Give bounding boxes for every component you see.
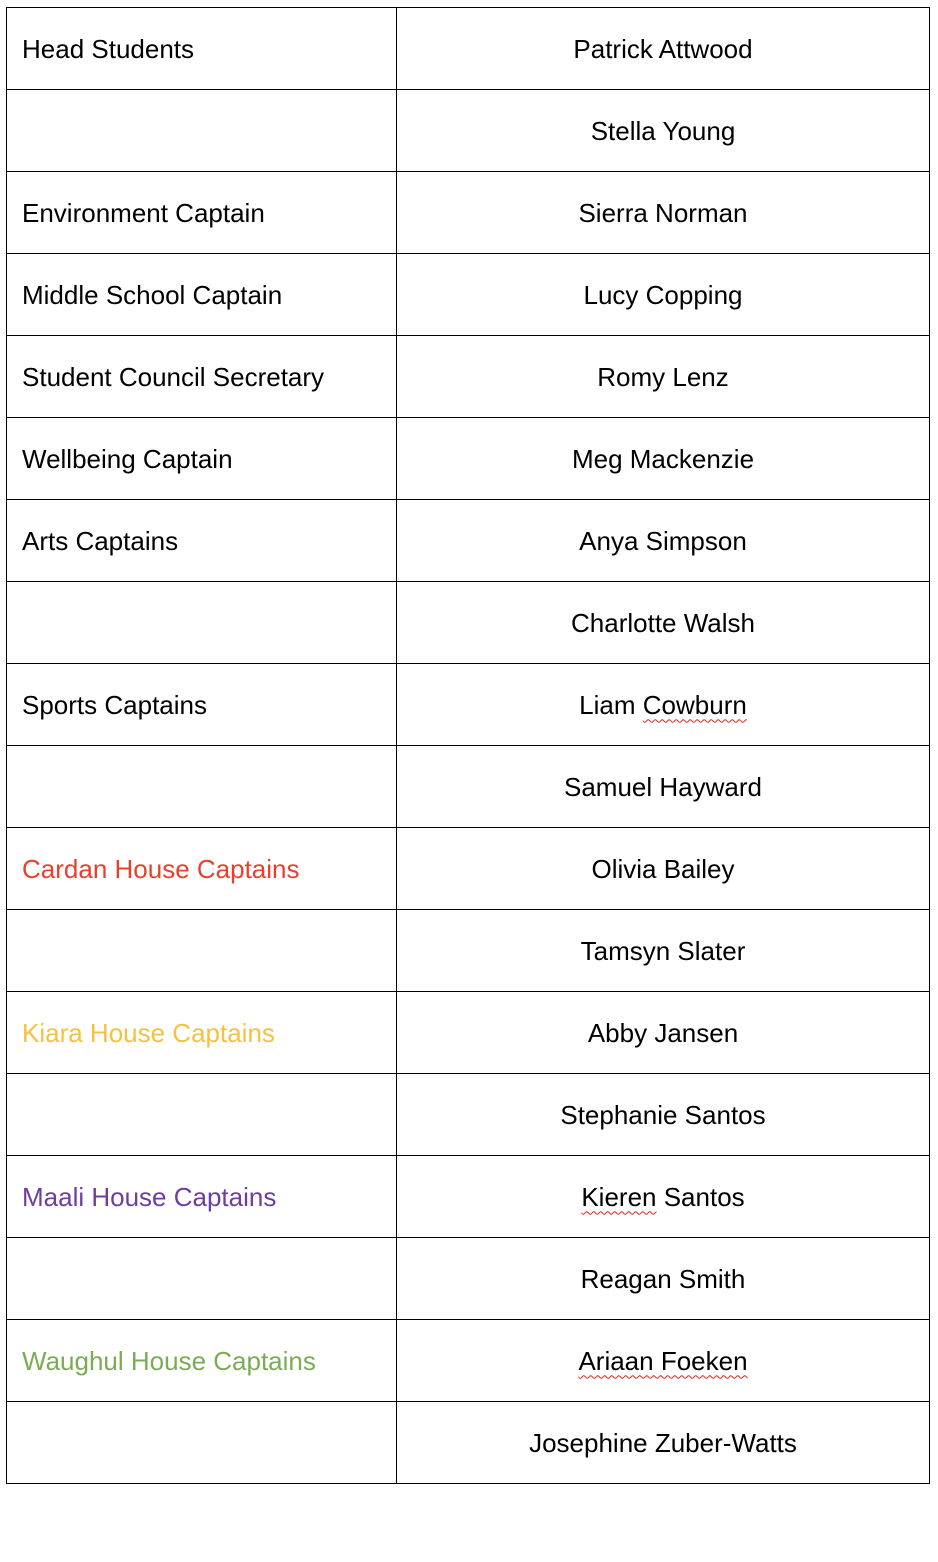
role-cell-environment-captain: Environment Captain xyxy=(7,172,397,254)
spellcheck-flagged-word[interactable]: Kieren xyxy=(581,1181,657,1212)
table-row xyxy=(7,336,930,418)
table-row xyxy=(7,746,930,828)
name-cell: Anya Simpson xyxy=(397,500,930,582)
table-row xyxy=(7,582,930,664)
name-cell: Patrick Attwood xyxy=(397,8,930,90)
role-cell-empty xyxy=(7,746,397,828)
role-cell-empty xyxy=(7,90,397,172)
role-cell-cardan-house-captains: Cardan House Captains xyxy=(7,828,397,910)
role-cell-arts-captains: Arts Captains xyxy=(7,500,397,582)
student-leaders-table xyxy=(6,7,930,1484)
role-cell-student-council-secretary: Student Council Secretary xyxy=(7,336,397,418)
spellcheck-flagged-name[interactable]: Ariaan Foeken xyxy=(578,1345,748,1376)
role-cell-middle-school-captain: Middle School Captain xyxy=(7,254,397,336)
name-cell: Lucy Copping xyxy=(397,254,930,336)
name-cell: Samuel Hayward xyxy=(397,746,930,828)
name-cell: Romy Lenz xyxy=(397,336,930,418)
table-row xyxy=(7,1156,930,1238)
role-cell-empty xyxy=(7,1074,397,1156)
table-row xyxy=(7,664,930,746)
role-cell-kiara-house-captains: Kiara House Captains xyxy=(7,992,397,1074)
name-cell: Josephine Zuber-Watts xyxy=(397,1402,930,1484)
role-cell-empty xyxy=(7,910,397,992)
role-cell-maali-house-captains: Maali House Captains xyxy=(7,1156,397,1238)
role-cell-wellbeing-captain: Wellbeing Captain xyxy=(7,418,397,500)
table-row xyxy=(7,254,930,336)
table-row xyxy=(7,1320,930,1402)
table-row xyxy=(7,418,930,500)
name-cell: Charlotte Walsh xyxy=(397,582,930,664)
name-cell: Olivia Bailey xyxy=(397,828,930,910)
name-cell: Stephanie Santos xyxy=(397,1074,930,1156)
table-row xyxy=(7,1074,930,1156)
table-row xyxy=(7,1238,930,1320)
table-row xyxy=(7,828,930,910)
name-cell: Meg Mackenzie xyxy=(397,418,930,500)
spellcheck-flagged-word[interactable]: Cowburn xyxy=(642,689,747,720)
table-row xyxy=(7,8,930,90)
name-cell xyxy=(397,1156,930,1238)
role-cell-empty xyxy=(7,582,397,664)
role-cell-empty xyxy=(7,1238,397,1320)
name-cell: Reagan Smith xyxy=(397,1238,930,1320)
role-cell-empty xyxy=(7,1402,397,1484)
role-cell-waughul-house-captains: Waughul House Captains xyxy=(7,1320,397,1402)
table-row xyxy=(7,172,930,254)
name-cell: Stella Young xyxy=(397,90,930,172)
name-cell xyxy=(397,664,930,746)
name-text: Santos xyxy=(663,1181,745,1212)
table-row xyxy=(7,1402,930,1484)
table-row xyxy=(7,90,930,172)
table-row xyxy=(7,910,930,992)
name-cell: Abby Jansen xyxy=(397,992,930,1074)
table-row xyxy=(7,500,930,582)
role-cell-head-students: Head Students xyxy=(7,8,397,90)
name-cell: Sierra Norman xyxy=(397,172,930,254)
name-text: Liam xyxy=(579,689,636,720)
table-row xyxy=(7,992,930,1074)
name-cell xyxy=(397,1320,930,1402)
role-cell-sports-captains: Sports Captains xyxy=(7,664,397,746)
name-cell: Tamsyn Slater xyxy=(397,910,930,992)
